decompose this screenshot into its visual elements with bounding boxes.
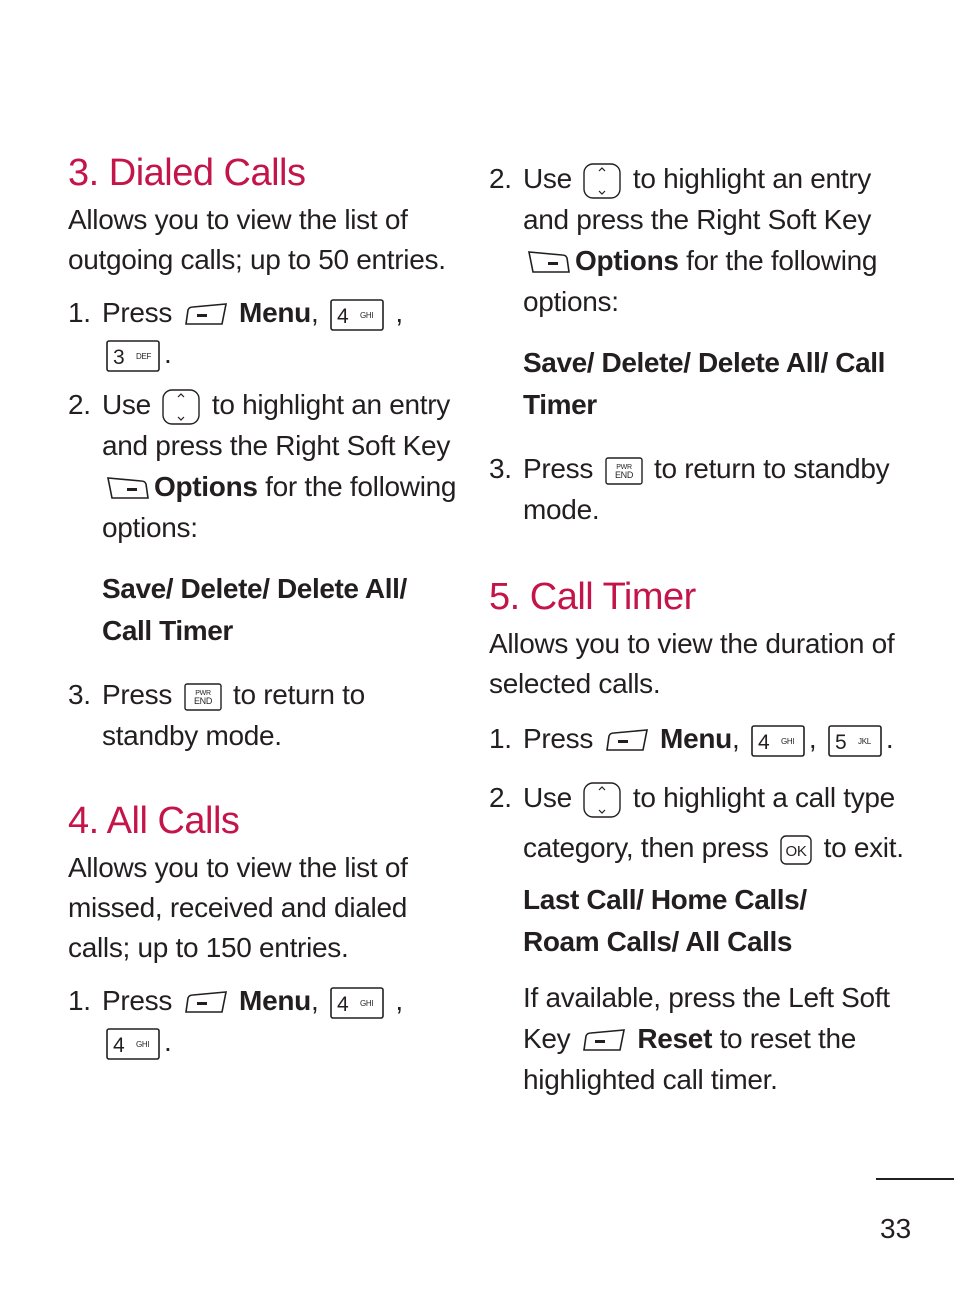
key-5-jkl-icon: [828, 725, 882, 757]
comma: ,: [395, 297, 403, 328]
options-label: Options: [575, 245, 679, 276]
right-soft-key-icon: [106, 475, 150, 503]
left-soft-key-icon: [605, 727, 649, 755]
svg-text:PWR: PWR: [615, 463, 632, 471]
step-text: for the following options:: [523, 245, 878, 317]
comma: ,: [731, 723, 740, 754]
timer-step-1: [489, 718, 909, 759]
menu-label: Menu: [239, 985, 311, 1016]
step-text: for the following options:: [102, 471, 457, 543]
section-desc-call-timer: Allows you to view the duration of selected calls.: [489, 628, 895, 699]
svg-text:4: 4: [113, 1033, 125, 1057]
step-text: to highlight a call type category, then press: [523, 782, 895, 863]
step-number: 1.: [489, 723, 512, 754]
missed-step-3: [489, 448, 909, 530]
svg-text:4: 4: [336, 304, 349, 328]
svg-text:3: 3: [113, 345, 125, 369]
svg-text:4: 4: [336, 992, 349, 1016]
step-text: to return to standby mode.: [523, 453, 890, 525]
missed-options-list: Save/ Delete/ Delete All/ Call Timer: [523, 347, 886, 420]
svg-text:GHI: GHI: [359, 998, 374, 1008]
reset-label: Reset: [637, 1023, 713, 1054]
svg-text:END: END: [614, 469, 633, 480]
section-title-dialed-calls: 3. Dialed Calls: [68, 152, 306, 194]
step-text: to exit.: [823, 832, 904, 863]
left-soft-key-icon: [184, 989, 228, 1017]
svg-text:DEF: DEF: [136, 351, 152, 361]
nav-key-icon: [583, 782, 621, 818]
dialed-step-3: [68, 674, 460, 756]
step-number: 3.: [68, 679, 91, 710]
comma: ,: [310, 985, 319, 1016]
nav-key-icon: [583, 163, 621, 199]
svg-text:4: 4: [757, 730, 770, 754]
press-text: Press: [102, 297, 173, 328]
key-4-ghi-icon: [330, 299, 384, 331]
section-title-all-calls: 4. All Calls: [68, 800, 240, 842]
svg-text:GHI: GHI: [780, 736, 795, 746]
timer-step-2: [489, 773, 909, 873]
press-text: Press: [523, 453, 594, 484]
note-text: If available, press the Left Soft Key: [523, 982, 890, 1054]
key-4-ghi-icon: [751, 725, 805, 757]
footer-rule: [876, 1178, 954, 1180]
right-column: [489, 158, 909, 1100]
comma: ,: [310, 297, 319, 328]
section-desc-dialed-calls: Allows you to view the list of outgoing calls; up to 50 entries.: [68, 204, 446, 275]
section-title-call-timer: 5. Call Timer: [489, 576, 696, 618]
page-number: 33: [880, 1213, 912, 1244]
step-number: 1.: [68, 297, 91, 328]
press-text: Press: [523, 723, 594, 754]
svg-text:PWR: PWR: [194, 689, 211, 697]
press-text: Press: [102, 679, 173, 710]
period: .: [164, 338, 172, 369]
step-number: 3.: [489, 453, 512, 484]
step-number: 1.: [68, 985, 91, 1016]
options-label: Options: [154, 471, 258, 502]
use-text: Use: [523, 163, 572, 194]
nav-key-icon: [162, 389, 200, 425]
timer-options-list: Last Call/ Home Calls/ Roam Calls/ All Calls: [523, 884, 807, 957]
svg-text:GHI: GHI: [136, 1039, 150, 1049]
svg-text:OK: OK: [785, 842, 807, 860]
missed-step-2: [489, 158, 909, 322]
svg-text:JKL: JKL: [857, 736, 871, 746]
end-key-icon: [605, 457, 643, 485]
key-4-ghi-icon: [330, 987, 384, 1019]
step-text: to highlight an entry and press the Right Soft Key: [102, 389, 451, 461]
step-text: to highlight an entry and press the Right Soft Key: [523, 163, 872, 235]
key-4-ghi-icon: [106, 1028, 160, 1060]
key-3-def-icon: [106, 340, 160, 372]
menu-label: Menu: [239, 297, 311, 328]
step-number: 2.: [68, 389, 91, 420]
end-key-icon: [184, 683, 222, 711]
ok-key-icon: [780, 835, 812, 865]
note-text: to reset the highlighted call timer.: [523, 1023, 857, 1095]
step-text: to return to standby mode.: [102, 679, 365, 751]
svg-text:END: END: [193, 695, 212, 706]
left-soft-key-icon: [582, 1027, 626, 1055]
dialed-options-list: Save/ Delete/ Delete All/ Call Timer: [102, 573, 407, 646]
timer-reset-note: [489, 977, 909, 1100]
step-number: 2.: [489, 782, 512, 813]
comma: ,: [808, 723, 817, 754]
dialed-step-2: [68, 384, 460, 548]
press-text: Press: [102, 985, 173, 1016]
use-text: Use: [523, 782, 572, 813]
comma: ,: [395, 985, 403, 1016]
period: .: [885, 723, 894, 754]
dialed-step-1: [68, 292, 460, 374]
left-soft-key-icon: [184, 301, 228, 329]
left-column: [68, 150, 460, 1062]
period: .: [164, 1026, 172, 1057]
menu-label: Menu: [660, 723, 732, 754]
use-text: Use: [102, 389, 151, 420]
svg-text:GHI: GHI: [359, 310, 374, 320]
right-soft-key-icon: [527, 249, 571, 277]
section-desc-all-calls: Allows you to view the list of missed, received and dialed calls; up to 150 entries.: [68, 852, 408, 963]
svg-text:5: 5: [834, 730, 847, 754]
all-step-1: [68, 980, 460, 1062]
step-number: 2.: [489, 163, 512, 194]
